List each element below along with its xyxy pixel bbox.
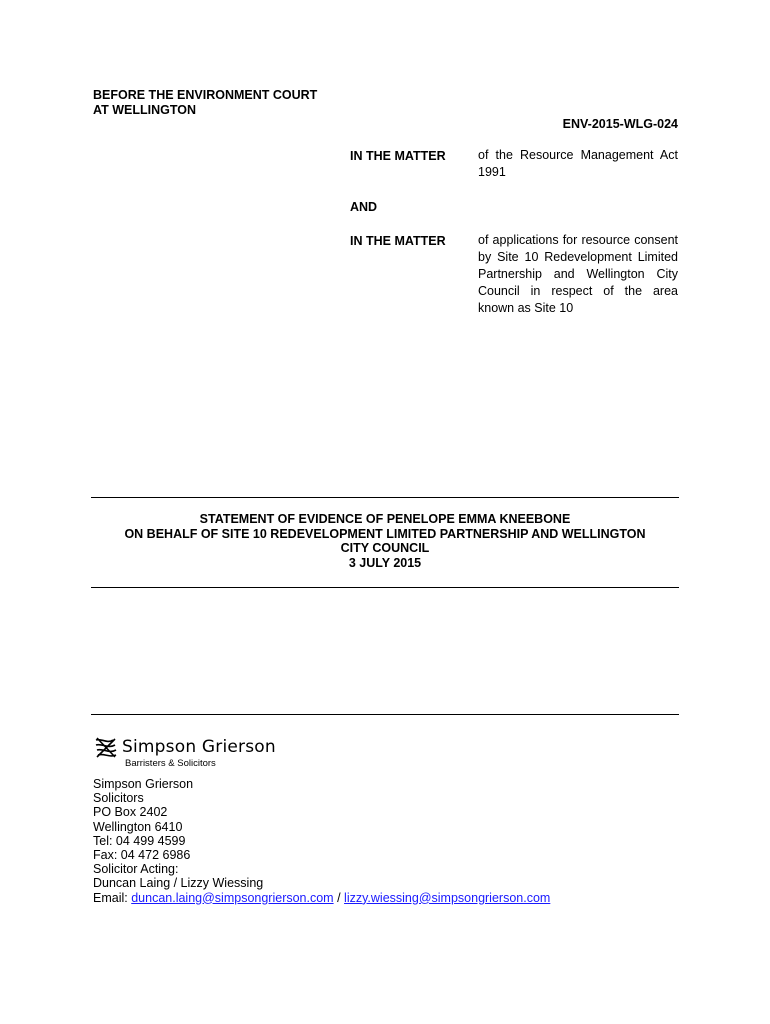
contact-po-box: PO Box 2402	[93, 805, 168, 820]
email-separator: /	[337, 890, 341, 905]
email-label: Email:	[93, 890, 128, 905]
contact-email-line	[93, 891, 550, 905]
court-name: BEFORE THE ENVIRONMENT COURT	[93, 88, 318, 102]
title-date: 3 JULY 2015	[348, 555, 422, 570]
matter-label-and: AND	[350, 200, 378, 214]
firm-logo-name: Simpson Grierson	[122, 737, 276, 757]
matter-label-2: IN THE MATTER	[350, 234, 446, 248]
contact-block	[93, 777, 550, 905]
contact-tel: Tel: 04 499 4599	[93, 833, 186, 848]
matter-text-1: of the Resource Management Act 1991	[478, 148, 678, 179]
firm-logo-tagline: Barristers & Solicitors	[125, 758, 216, 769]
contact-firm: Simpson Grierson	[93, 777, 194, 791]
divider-middle	[91, 587, 679, 588]
divider-bottom	[91, 714, 679, 715]
court-location: AT WELLINGTON	[93, 103, 196, 117]
matter-label-1: IN THE MATTER	[350, 149, 446, 163]
title-line-2: ON BEHALF OF SITE 10 REDEVELOPMENT LIMITED PARTNERSHIP AND WELLINGTON	[124, 526, 646, 541]
contact-acting-label: Solicitor Acting:	[93, 862, 179, 877]
email-link-duncan[interactable]: duncan.laing@simpsongrierson.com	[131, 890, 334, 905]
document-title	[91, 512, 679, 570]
case-number: ENV-2015-WLG-024	[562, 117, 678, 131]
contact-role: Solicitors	[93, 791, 144, 806]
email-link-lizzy[interactable]: lizzy.wiessing@simpsongrierson.com	[344, 890, 551, 905]
contact-fax: Fax: 04 472 6986	[93, 848, 191, 863]
matter-text-2: of applications for resource consent by Site 10 Redevelopment Limited Partnership and Wellington City Council in respect of the area known as Site 10	[478, 233, 678, 315]
contact-acting-names: Duncan Laing / Lizzy Wiessing	[93, 876, 264, 891]
divider-top	[91, 497, 679, 498]
title-line-3: CITY COUNCIL	[340, 541, 430, 555]
contact-city: Wellington 6410	[93, 819, 183, 834]
court-heading	[93, 88, 317, 118]
firm-logo-mark-icon	[93, 736, 119, 760]
title-line-1: STATEMENT OF EVIDENCE OF PENELOPE EMMA KNEEBONE	[199, 512, 571, 526]
